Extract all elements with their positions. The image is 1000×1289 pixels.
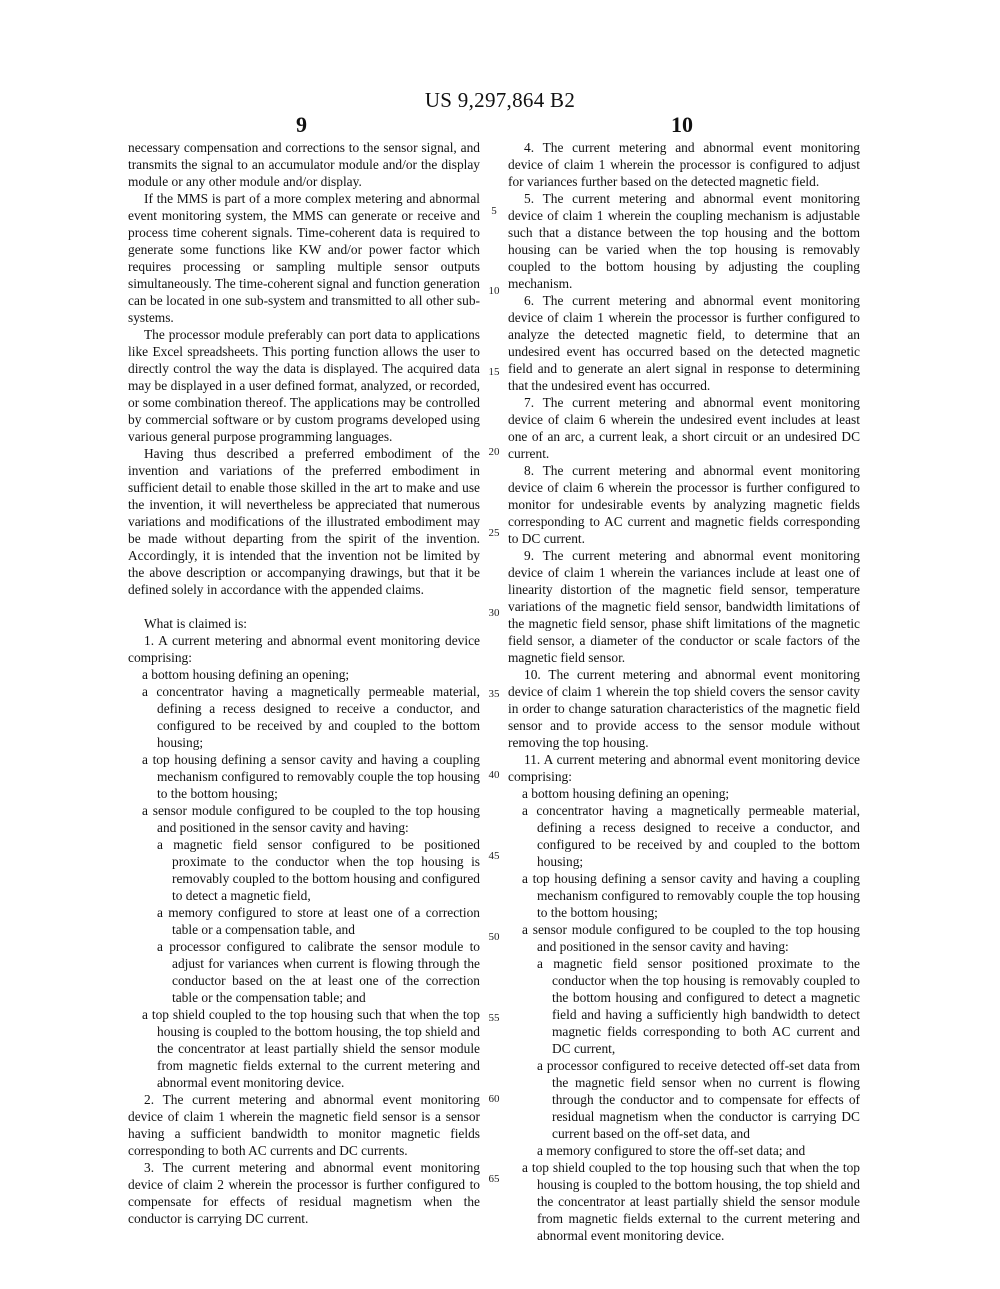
paragraph: necessary compensation and corrections to the sensor signal, and transmits the signal to an accumulator module and/or the display module or any other module and/or display. (128, 140, 480, 189)
right-column-number: 10 (671, 112, 693, 137)
claim-sub-element: a processor configured to calibrate the sensor module to adjust for variances when current is flowing through the conductor based on the at least one of the correction table or the compensation table; and (157, 939, 480, 1005)
claim-element: a concentrator having a magnetically permeable material, defining a recess designed to receive a conductor, and configured to be received by and coupled to the bottom housing; (522, 803, 860, 869)
claim-9: 9. The current metering and abnormal event monitoring device of claim 1 wherein the variances include at least one of linearity distortion of the magnetic field sensor, temperature variations of the magnetic field sensor, bandwidth limitations of the magnetic field sensor, phase shift limitations of the magnetic field sensor, a diameter of the conductor or scale factors of the magnetic field sensor. (508, 548, 860, 665)
left-column (128, 139, 480, 1227)
paragraph: The processor module preferably can port data to applications like Excel spreadsheets. This porting function allows the user to directly control the way the data is displayed. The acquired data may be displayed in a user defined format, analyzed, or recorded, or some combination thereof. The applications may be controlled by commercial software or by custom programs developed using various general purpose programming languages. (128, 327, 480, 444)
line-number: 35 (488, 688, 500, 700)
line-number: 20 (488, 446, 500, 458)
claim-1: 1. A current metering and abnormal event monitoring device comprising: (128, 633, 480, 665)
claim-6: 6. The current metering and abnormal event monitoring device of claim 1 wherein the processor is further configured to analyze the detected magnetic field, to determine that an undesired event has occurred based on the detected magnetic field and to generate an alert signal in response to determining that the undesired event has occurred. (508, 293, 860, 393)
line-number: 60 (488, 1093, 500, 1105)
claim-sub-element: a magnetic field sensor positioned proximate to the conductor when the top housing is removably coupled to the bottom housing and configured to detect a magnetic field and having a sufficiently high bandwidth to detect magnetic fields corresponding to both AC current and DC current, (537, 956, 860, 1056)
line-number: 40 (488, 769, 500, 781)
claim-10: 10. The current metering and abnormal event monitoring device of claim 1 wherein the top shield covers the sensor cavity in order to change saturation characteristics of the magnetic field sensor and to provide access to the sensor module without removing the top housing. (508, 667, 860, 750)
claim-element: a top shield coupled to the top housing such that when the top housing is coupled to the bottom housing, the top shield and the concentrator at least partially shield the sensor module from magnetic fields external to the current metering and abnormal event monitoring device. (142, 1007, 480, 1090)
claim-4: 4. The current metering and abnormal event monitoring device of claim 1 wherein the processor is configured to adjust for variances further based on the detected magnetic field. (508, 140, 860, 189)
claim-element: a concentrator having a magnetically permeable material, defining a recess designed to receive a conductor, and configured to be received by and coupled to the bottom housing; (142, 684, 480, 750)
claim-element: a sensor module configured to be coupled to the top housing and positioned in the sensor cavity and having: (522, 922, 860, 954)
spacer (128, 598, 480, 615)
line-number: 10 (488, 285, 500, 297)
claim-element: a sensor module configured to be coupled to the top housing and positioned in the sensor cavity and having: (142, 803, 480, 835)
claim-element: a top shield coupled to the top housing such that when the top housing is coupled to the bottom housing, the top shield and the concentrator at least partially shield the sensor module from magnetic fields external to the current metering and abnormal event monitoring device. (522, 1160, 860, 1243)
claim-7: 7. The current metering and abnormal event monitoring device of claim 6 wherein the undesired event includes at least one of an arc, a current leak, a short circuit or an undesired DC current. (508, 395, 860, 461)
left-column-number: 9 (296, 112, 307, 137)
claim-element: a top housing defining a sensor cavity and having a coupling mechanism configured to removably couple the top housing to the bottom housing; (142, 752, 480, 801)
claim-sub-element: a magnetic field sensor configured to be positioned proximate to the conductor when the top housing is removably coupled to the bottom housing and configured to detect a magnetic field, (157, 837, 480, 903)
line-number: 55 (488, 1012, 500, 1024)
claim-sub-element: a memory configured to store at least one of a correction table or a compensation table, and (157, 905, 480, 937)
claim-8: 8. The current metering and abnormal event monitoring device of claim 6 wherein the processor is further configured to monitor for undesirable events by analyzing magnetic fields corresponding to AC current and magnetic fields corresponding to DC current. (508, 463, 860, 546)
claims-intro: What is claimed is: (144, 616, 248, 631)
paragraph: If the MMS is part of a more complex metering and abnormal event monitoring system, the MMS can generate or receive and process time coherent signals. Time-coherent data is required to generate some functions like KW and/or power factor which requires processing or sampling multiple sensor outputs simultaneously. The time-coherent signal and function generation can be located in one sub-system and transmitted to all other sub-systems. (128, 191, 480, 325)
line-number: 25 (488, 527, 500, 539)
claim-3: 3. The current metering and abnormal event monitoring device of claim 2 wherein the processor is further configured to compensate for effects of residual magnetism when the conductor is carrying DC current. (128, 1160, 480, 1226)
line-number: 65 (488, 1173, 500, 1185)
claim-2: 2. The current metering and abnormal event monitoring device of claim 1 wherein the magnetic field sensor is a sensor having a sufficient bandwidth to monitor magnetic fields corresponding to both AC currents and DC currents. (128, 1092, 480, 1158)
line-number: 50 (488, 931, 500, 943)
claim-sub-element: a memory configured to store the off-set data; and (537, 1143, 806, 1158)
right-column (508, 139, 860, 1244)
line-number: 30 (488, 607, 500, 619)
claim-sub-element: a processor configured to receive detected off-set data from the magnetic field sensor when no current is flowing through the conductor and to compensate for effects of residual magnetism when the conductor is carrying DC current based on the off-set data, and (537, 1058, 860, 1141)
patent-number: US 9,297,864 B2 (424, 88, 576, 112)
line-number: 5 (491, 205, 497, 217)
claim-element: a top housing defining a sensor cavity and having a coupling mechanism configured to removably couple the top housing to the bottom housing; (522, 871, 860, 920)
paragraph: Having thus described a preferred embodiment of the invention and variations of the preferred embodiment in sufficient detail to enable those skilled in the art to make and use the invention, it will nevertheless be appreciated that numerous variations and modifications of the illustrated embodiment may be made without departing from the spirit of the invention. Accordingly, it is intended that the invention not be limited by the above description or accompanying drawings, but that it be defined solely in accordance with the appended claims. (128, 446, 480, 597)
claim-5: 5. The current metering and abnormal event monitoring device of claim 1 wherein the coupling mechanism is adjustable such that a distance between the top housing and the bottom housing can be varied when the top housing is removably coupled to the bottom housing by adjusting the coupling mechanism. (508, 191, 860, 291)
line-number: 45 (488, 850, 500, 862)
claim-element: a bottom housing defining an opening; (522, 786, 730, 801)
claim-element: a bottom housing defining an opening; (142, 667, 350, 682)
claim-11: 11. A current metering and abnormal event monitoring device comprising: (508, 752, 860, 784)
line-number: 15 (488, 366, 500, 378)
